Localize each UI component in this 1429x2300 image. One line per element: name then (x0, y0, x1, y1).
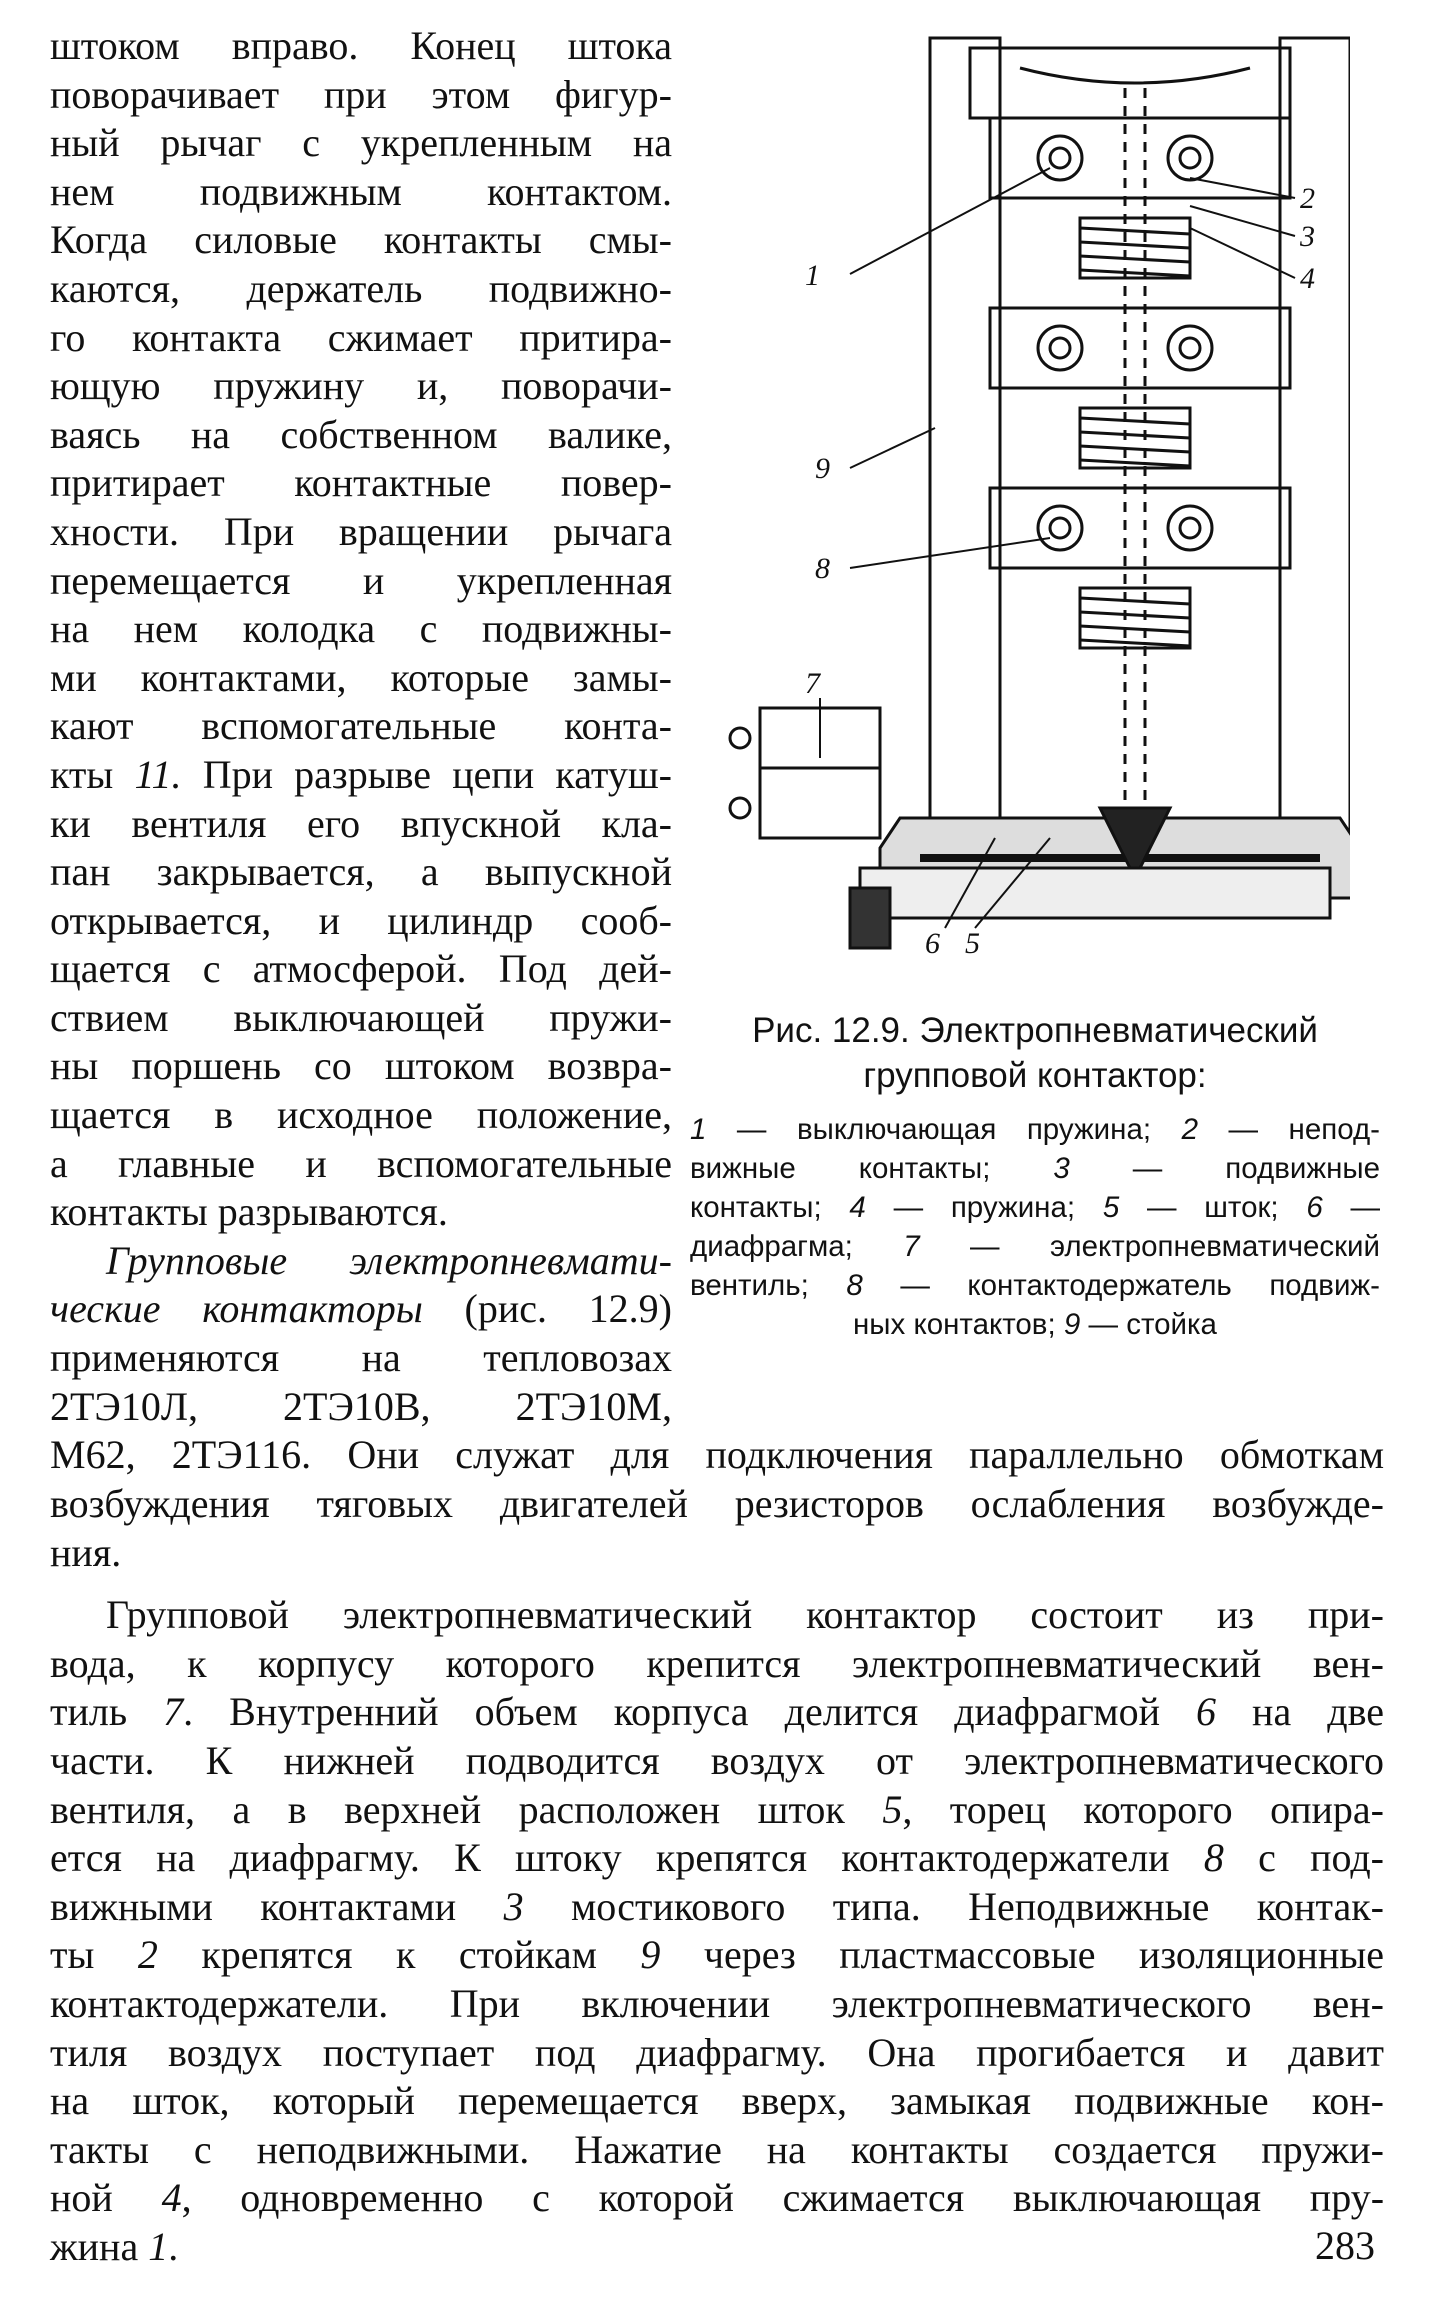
bolt-center (1180, 518, 1200, 538)
legend-number: 2 (1181, 1113, 1198, 1146)
spring-coil (1080, 460, 1190, 466)
legend-number: 7 (903, 1230, 920, 1263)
paragraph-gap (50, 1577, 1384, 1591)
figure-ref: 9 (640, 1932, 661, 1978)
contact-holder-block (990, 118, 1290, 198)
legend-line: 1 — выключающая пружина; 2 — непод- (690, 1113, 1380, 1146)
text-line: возбуждения тяговых двигателей резисторов ослабления возбужде- (50, 1480, 1384, 1526)
caption-title (690, 1008, 1380, 1098)
text-line: контактодержатели. При включении электропневматического вен- (50, 1980, 1384, 2026)
label-5: 5 (965, 927, 980, 958)
text-line: ствием выключающей пружи- (50, 994, 672, 1040)
figure-ref: 5 (882, 1786, 903, 1832)
text-line: такты с неподвижными. Нажатие на контакты создается пружи- (50, 2126, 1384, 2172)
spring-coil (1080, 626, 1190, 632)
fixed-contact-bolt (1038, 326, 1082, 370)
text-line: перемещается и укрепленная (50, 557, 672, 603)
spring-coil (1080, 432, 1190, 438)
text-line: ки вентиля его впускной кла- (50, 800, 672, 846)
spring-coil (1080, 270, 1190, 276)
legend-number: 6 (1306, 1191, 1323, 1224)
text-line: открывается, и цилиндр сооб- (50, 897, 672, 943)
left-column-text (50, 22, 672, 1431)
legend-line: вентиль; 8 — контактодержатель подвиж- (690, 1269, 1380, 1302)
spring-coil (1080, 640, 1190, 646)
text-line: кают вспомогательные конта- (50, 703, 672, 749)
italic-term: ческие контакторы (50, 1286, 423, 1332)
text-line: ется на диафрагму. К штоку крепятся контактодержатели 8 с под- (50, 1835, 1384, 1881)
text-line: хности. При вращении рычага (50, 508, 672, 554)
bolt-center (1180, 338, 1200, 358)
legend-line: контакты; 4 — пружина; 5 — шток; 6 — (690, 1191, 1380, 1224)
fixed-contact-bolt (1168, 326, 1212, 370)
text-line: каются, держатель подвижно- (50, 265, 672, 311)
contactor-diagram (720, 28, 1350, 958)
text-line: поворачивает при этом фигур- (50, 71, 672, 117)
legend-line: диафрагма; 7 — электропневматический (690, 1230, 1380, 1263)
label-7: 7 (805, 667, 820, 700)
label-6: 6 (925, 927, 940, 958)
text-line: ты 2 крепятся к стойкам 9 через пластмассовые изоляционные (50, 1932, 1384, 1978)
spring-coil (1080, 598, 1190, 604)
label-1: 1 (805, 259, 820, 292)
label-9: 9 (815, 452, 830, 485)
bolt-center (1180, 148, 1200, 168)
figure-caption (690, 1008, 1380, 1344)
text-line: ния. (50, 1529, 122, 1575)
text-line: кты 11. При разрыве цепи катуш- (50, 751, 672, 797)
text-line: притирает контактные повер- (50, 460, 672, 506)
text-line: а главные и вспомогательные (50, 1140, 672, 1186)
text-line: контакты разрываются. (50, 1189, 448, 1235)
fixed-contact-bolt (1168, 136, 1212, 180)
text-line: ющую пружину и, поворачи- (50, 363, 672, 409)
label-4: 4 (1300, 262, 1315, 295)
label-3: 3 (1300, 220, 1315, 253)
label-2: 2 (1300, 182, 1315, 215)
text-line: жина 1. (50, 2223, 179, 2269)
text-line: щается с атмосферой. Под дей- (50, 946, 672, 992)
text-line: щается в исходное положение, (50, 1092, 672, 1138)
text-line: Когда силовые контакты смы- (50, 217, 672, 263)
text-line: нем подвижным контактом. (50, 168, 672, 214)
legend-line: ных контактов; 9 — стойка (853, 1308, 1217, 1341)
label-8: 8 (815, 552, 830, 585)
figure-ref: 8 (1203, 1835, 1224, 1881)
text-line (50, 1237, 672, 1286)
text-line: штоком вправо. Конец штока (50, 23, 672, 68)
bolt-center (1050, 518, 1070, 538)
spring-coil (1080, 228, 1190, 234)
bolt-center (1050, 338, 1070, 358)
fixed-contact-bolt (1038, 136, 1082, 180)
legend-line: вижные контакты; 3 — подвижные (690, 1152, 1380, 1185)
figure-ref: 1 (148, 2223, 169, 2269)
text-line: 2ТЭ10Л, 2ТЭ10В, 2ТЭ10М, (50, 1383, 672, 1429)
spring-coil (1080, 418, 1190, 424)
text-line: пан закрывается, а выпускной (50, 849, 672, 895)
contact-holder-block (990, 488, 1290, 568)
figure-contactor-drawing (720, 28, 1350, 958)
bolt-center (1050, 148, 1070, 168)
caption-title-line: групповой контактор: (863, 1056, 1207, 1095)
text-line: ной 4, одновременно с которой сжимается выключающая пру- (50, 2175, 1385, 2221)
contact-holder-block (990, 308, 1290, 388)
figure-ref: 3 (503, 1883, 524, 1929)
text-line: на нем колодка с подвижны- (50, 606, 672, 652)
legend-number: 4 (849, 1191, 866, 1224)
italic-term: Групповые электропневмати- (106, 1237, 672, 1283)
text-line: ны поршень со штоком возвра- (50, 1043, 672, 1089)
page-number: 283 (1315, 2223, 1375, 2268)
figure-ref: 2 (137, 1932, 158, 1978)
text-line: ваясь на собственном валике, (50, 411, 672, 457)
text-line: ми контактами, которые замы- (50, 654, 672, 700)
figure-ref: 7 (163, 1689, 184, 1735)
fixed-contact-bolt (1038, 506, 1082, 550)
figure-ref: 4 (161, 2175, 182, 2221)
spring-coil (1080, 446, 1190, 452)
spring-coil (1080, 256, 1190, 262)
legend-number: 1 (690, 1113, 707, 1146)
figure-ref: 6 (1196, 1689, 1217, 1735)
text-line: ный рычаг с укрепленным на (50, 120, 672, 166)
text-line: тиль 7. Внутренний объем корпуса делится диафрагмой 6 на две (50, 1689, 1385, 1735)
legend-number: 3 (1053, 1152, 1070, 1185)
caption-legend (690, 1110, 1380, 1344)
text-line: применяются на тепловозах (50, 1335, 672, 1381)
text-line: Групповой электропневматический контактор состоит из при- (106, 1592, 1384, 1638)
text-line: тиля воздух поступает под диафрагму. Она прогибается и давит (50, 2029, 1384, 2075)
text-line: вентиля, а в верхней расположен шток 5, торец которого опира- (50, 1786, 1384, 1832)
legend-number: 9 (1063, 1308, 1081, 1341)
spring-coil (1080, 612, 1190, 618)
text-line: на шток, который перемещается вверх, замыкая подвижные кон- (50, 2078, 1384, 2124)
full-width-text (50, 1431, 1384, 2271)
text-line: М62, 2ТЭ116. Они служат для подключения параллельно обмоткам (50, 1432, 1384, 1478)
caption-title-line: Рис. 12.9. Электропневматический (752, 1011, 1318, 1050)
spring-coil (1080, 242, 1190, 248)
fixed-contact-bolt (1168, 506, 1212, 550)
text-line: ческие контакторы (рис. 12.9) (50, 1286, 672, 1332)
text-line: го контакта сжимает притира- (50, 314, 672, 360)
figure-ref: 11. (134, 751, 182, 797)
legend-number: 8 (846, 1269, 863, 1302)
legend-number: 5 (1102, 1191, 1120, 1224)
text-line: вода, к корпусу которого крепится электропневматический вен- (50, 1640, 1384, 1686)
text-line: вижными контактами 3 мостикового типа. Неподвижные контак- (50, 1883, 1385, 1929)
text-line: части. К нижней подводится воздух от электропневматического (50, 1737, 1384, 1783)
